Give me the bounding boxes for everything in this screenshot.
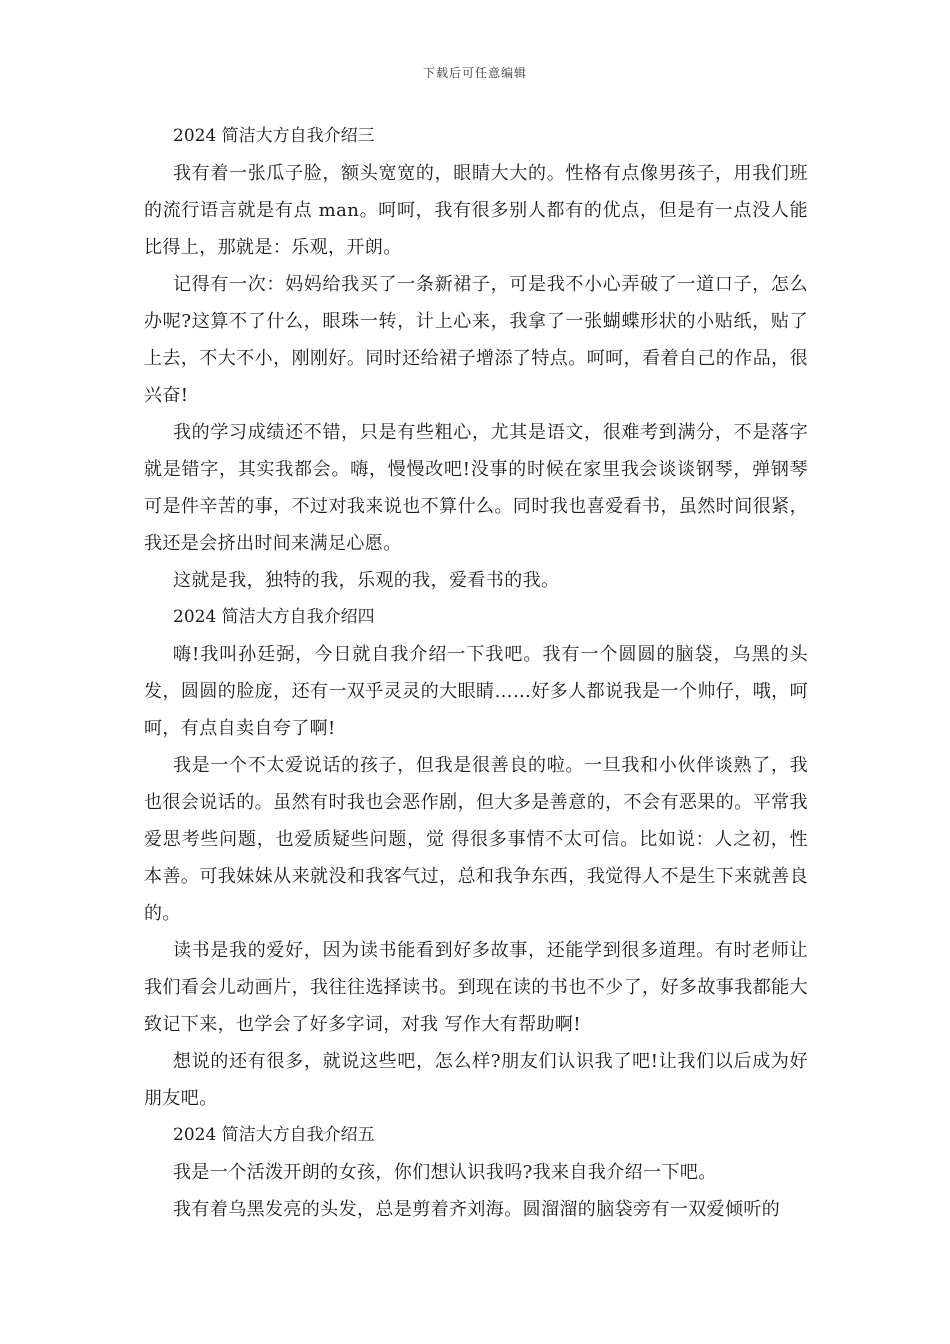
section-four-title: 2024 简洁大方自我介绍四	[173, 607, 375, 627]
section-five-paragraph-1: 我是一个活泼开朗的女孩，你们想认识我吗?我来自我介绍一下吧。	[173, 1162, 717, 1183]
section-four-paragraph-1: 嗨!我叫孙廷弼，今日就自我介绍一下我吧。我有一个圆圆的脑袋，乌黑的头发，圆圆的脸庞，还有一双乎灵灵的大眼睛……好多人都说我是一个帅仔，哦，呵呵，有点自卖自夸了啊!	[144, 644, 808, 739]
section-four-paragraph-2: 我是一个不太爱说话的孩子，但我是很善良的啦。一旦我和小伙伴谈熟了，我也很会说话的。虽然有时我也会恶作剧，但大多是善意的，不会有恶果的。平常我爱思考些问题，也爱质疑些问题，觉 得很多事情不太可信。比如说：人之初，性本善。可我妹妹从来就没和我客气过，总和我争东西，我觉得人不是生下来就善良的。	[144, 755, 808, 924]
section-five-title: 2024 简洁大方自我介绍五	[173, 1125, 375, 1145]
section-three-paragraph-4: 这就是我，独特的我，乐观的我，爱看书的我。	[173, 570, 560, 591]
page-header-note: 下载后可任意编辑	[422, 66, 527, 80]
section-three-paragraph-3: 我的学习成绩还不错，只是有些粗心，尤其是语文，很难考到满分，不是落字就是错字，其实我都会。嗨，慢慢改吧!没事的时候在家里我会谈谈钢琴，弹钢琴可是件辛苦的事，不过对我来说也不算什么。同时我也喜爱看书，虽然时间很紧，我还是会挤出时间来满足心愿。	[144, 422, 808, 554]
section-three-paragraph-1: 我有着一张瓜子脸，额头宽宽的，眼睛大大的。性格有点像男孩子，用我们班的流行语言就是有点 man。呵呵，我有很多别人都有的优点，但是有一点没人能比得上，那就是：乐观，开朗。	[144, 163, 808, 258]
section-three-paragraph-2: 记得有一次：妈妈给我买了一条新裙子，可是我不小心弄破了一道口子，怎么办呢?这算不了什么，眼珠一转，计上心来，我拿了一张蝴蝶形状的小贴纸，贴了上去，不大不小，刚刚好。同时还给裙子增添了特点。呵呵，看着自己的作品，很兴奋!	[144, 274, 808, 406]
section-five-paragraph-2: 我有着乌黑发亮的头发，总是剪着齐刘海。圆溜溜的脑袋旁有一双爱倾听的	[173, 1199, 781, 1220]
section-four-paragraph-4: 想说的还有很多，就说这些吧，怎么样?朋友们认识我了吧!让我们以后成为好朋友吧。	[144, 1051, 808, 1109]
section-four-paragraph-3: 读书是我的爱好，因为读书能看到好多故事，还能学到很多道理。有时老师让我们看会儿动画片，我往往选择读书。到现在读的书也不少了，好多故事我都能大致记下来，也学会了好多字词，对我 写作大有帮助啊!	[144, 940, 808, 1035]
section-three-title: 2024 简洁大方自我介绍三	[173, 126, 375, 146]
document-body	[144, 118, 808, 1228]
